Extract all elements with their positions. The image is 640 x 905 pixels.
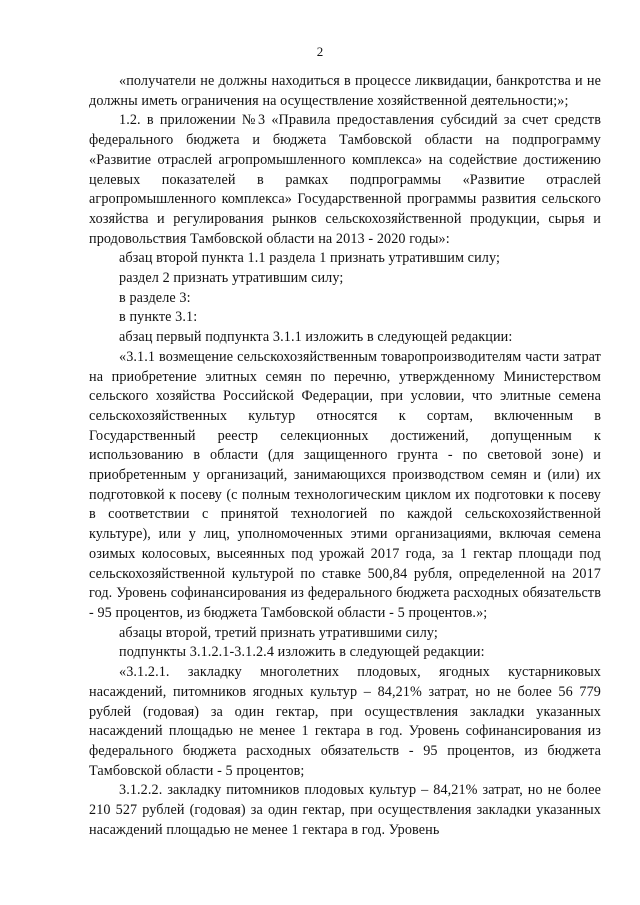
paragraph: в разделе 3:: [119, 289, 191, 306]
document-body: [89, 72, 601, 840]
paragraph: 1.2. в приложении №3 «Правила предоставления субсидий за счет средств федерального бюджета и бюджета Тамбовской области на подпрограмму «Развитие отраслей агропромышленного комплекса» на содействие достижению целевых показателей в рамках подпрограммы «Развитие отраслей агропромышленного комплекса» Государственной программы развития сельского хозяйства и регулирования рынков сельскохозяйственной продукции, сырья и продовольствия Тамбовской области на 2013 - 2020 годы»:: [89, 112, 601, 247]
paragraph: «3.1.1 возмещение сельскохозяйственным товаропроизводителям части затрат на приобретение элитных семян по перечню, утвержденному Министерством сельского хозяйства Российской Федерации, при условии, что элитные семена сельскохозяйственных культур относятся к сортам, включенным в Государственный реестр селекционных достижений, допущенным к использованию в области (для защищенного грунта - по световой зоне) и приобретенным у организаций, занимающихся производством семян и (или) их подготовкой к посеву (с полным технологическим циклом их подготовки к посеву в соответствии с принятой технологией по каждой сельскохозяйственной культуре), или у лиц, уполномоченных этими организациями, включая семена озимых колосовых, высеянных под урожай 2017 года, за 1 гектар площади под сельскохозяйственной культурой по ставке 500,84 рубля, определенной на 2017 год. Уровень софинансирования из федерального бюджета расходных обязательств - 95 процентов, из бюджета Тамбовской области - 5 процентов.»;: [89, 348, 601, 621]
paragraph: раздел 2 признать утратившим силу;: [119, 270, 344, 287]
paragraph: 3.1.2.2. закладку питомников плодовых культур – 84,21% затрат, но не более 210 527 рублей (годовая) за один гектар, при осуществления закладки указанных насаждений площадью не менее 1 гектара в год. Уровень: [89, 782, 601, 838]
paragraph: в пункте 3.1:: [119, 309, 198, 326]
page-number: 2: [316, 44, 324, 59]
paragraph: «получатели не должны находиться в процессе ликвидации, банкротства и не должны иметь ограничения на осуществление хозяйственной деятельности;»;: [89, 73, 601, 109]
paragraph: абзацы второй, третий признать утратившими силу;: [119, 624, 438, 641]
paragraph: подпункты 3.1.2.1-3.1.2.4 изложить в следующей редакции:: [119, 644, 485, 661]
paragraph: «3.1.2.1. закладку многолетних плодовых, ягодных кустарниковых насаждений, питомников ягодных культур – 84,21% затрат, но не более 56 779 рублей (годовая) за один гектар, при осуществления закладки указанных насаждений площадью не менее 1 гектара в год. Уровень софинансирования из федерального бюджета расходных обязательств - 95 процентов, из бюджета Тамбовской области - 5 процентов;: [89, 664, 601, 779]
paragraph: абзац первый подпункта 3.1.1 изложить в следующей редакции:: [119, 329, 513, 346]
paragraph: абзац второй пункта 1.1 раздела 1 признать утратившим силу;: [119, 250, 501, 267]
